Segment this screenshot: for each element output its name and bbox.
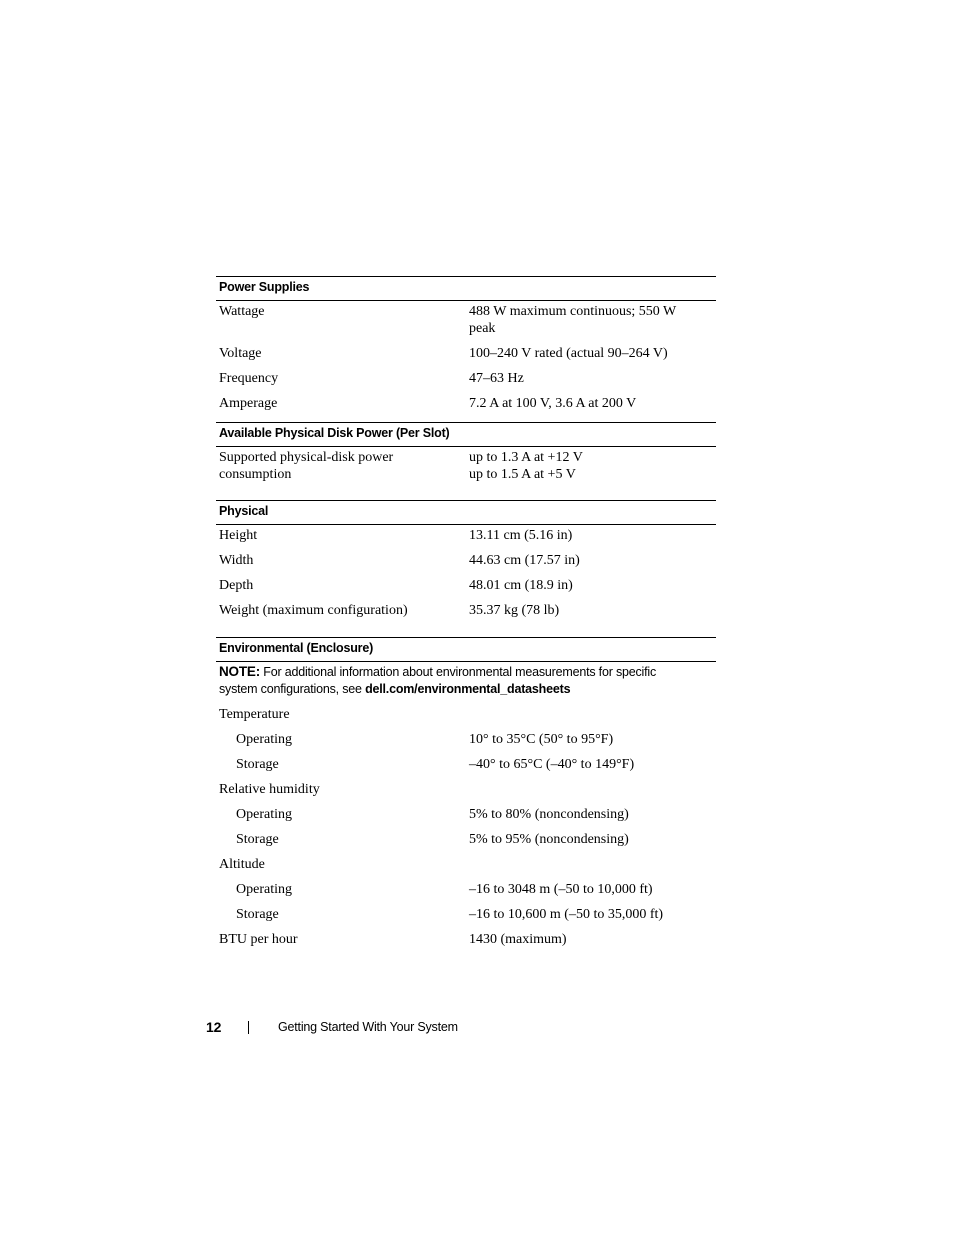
spec-value: 13.11 cm (5.16 in): [469, 528, 573, 543]
section-heading: Available Physical Disk Power (Per Slot): [216, 423, 716, 447]
spec-label: Depth: [219, 578, 254, 593]
spec-value: –16 to 3048 m (–50 to 10,000 ft): [469, 882, 653, 897]
spec-label: Storage: [236, 832, 279, 847]
spec-group-altitude: [216, 856, 716, 873]
note-text: For additional information about environmental measurements for specific system configurations, see: [219, 665, 657, 696]
spec-value: 48.01 cm (18.9 in): [469, 578, 573, 593]
spec-label: Storage: [236, 757, 279, 772]
spec-value: –16 to 10,600 m (–50 to 35,000 ft): [469, 907, 664, 922]
section-power-supplies: [216, 276, 716, 422]
section-environmental: [216, 637, 716, 958]
footer-title: Getting Started With Your System: [278, 1020, 458, 1034]
section-heading: Power Supplies: [216, 277, 716, 301]
spec-row-disk-power: [216, 449, 716, 483]
spec-value: 7.2 A at 100 V, 3.6 A at 200 V: [469, 396, 637, 411]
spec-label: Operating: [236, 807, 292, 822]
spec-label: Weight (maximum configuration): [219, 603, 408, 618]
spec-row-btu: [216, 931, 716, 948]
spec-label: Operating: [236, 882, 292, 897]
spec-row-humidity-operating: [216, 806, 716, 823]
spec-value: [466, 449, 716, 483]
spec-row-amperage: [216, 395, 716, 412]
footer-separator: [248, 1021, 249, 1034]
spec-row-altitude-storage: [216, 906, 716, 923]
spec-row-humidity-storage: [216, 831, 716, 848]
spec-value-line: up to 1.3 A at +12 V: [469, 450, 583, 465]
spec-value: 5% to 80% (noncondensing): [469, 807, 629, 822]
spec-value: –40° to 65°C (–40° to 149°F): [469, 757, 635, 772]
spec-group-temperature: [216, 706, 716, 723]
spec-row-weight: [216, 602, 716, 619]
spec-label: Amperage: [219, 396, 278, 411]
spec-value: 35.37 kg (78 lb): [469, 603, 560, 618]
spec-value: 47–63 Hz: [469, 371, 524, 386]
spec-value: 488 W maximum continuous; 550 W peak: [469, 304, 677, 336]
section-physical: [216, 500, 716, 637]
spec-row-height: [216, 527, 716, 544]
spec-row-altitude-operating: [216, 881, 716, 898]
spec-group-label: Relative humidity: [219, 782, 320, 797]
spec-value: 100–240 V rated (actual 90–264 V): [469, 346, 668, 361]
spec-row-temperature-storage: [216, 756, 716, 773]
spec-value: 10° to 35°C (50° to 95°F): [469, 732, 614, 747]
spec-label: Voltage: [219, 346, 262, 361]
spec-row-frequency: [216, 370, 716, 387]
section-heading: Physical: [216, 501, 716, 525]
note-label: NOTE:: [219, 664, 260, 679]
spec-row-wattage: [216, 303, 716, 337]
spec-group-label: Altitude: [219, 857, 265, 872]
spec-group-humidity: [216, 781, 716, 798]
spec-value: 1430 (maximum): [469, 932, 567, 947]
page-number: 12: [206, 1019, 222, 1035]
spec-label: BTU per hour: [219, 932, 298, 947]
spec-label: Width: [219, 553, 254, 568]
spec-value-line: up to 1.5 A at +5 V: [469, 467, 576, 482]
spec-label: Supported physical-disk power consumption: [219, 450, 394, 482]
spec-row-voltage: [216, 345, 716, 362]
spec-value: 5% to 95% (noncondensing): [469, 832, 629, 847]
note: [216, 663, 716, 698]
spec-group-label: Temperature: [219, 707, 290, 722]
spec-label: Operating: [236, 732, 292, 747]
spec-row-width: [216, 552, 716, 569]
spec-label: Wattage: [219, 304, 265, 319]
spec-table: [216, 276, 716, 958]
section-disk-power: [216, 422, 716, 500]
spec-label: Storage: [236, 907, 279, 922]
section-heading: Environmental (Enclosure): [216, 638, 716, 662]
spec-value: 44.63 cm (17.57 in): [469, 553, 580, 568]
spec-row-depth: [216, 577, 716, 594]
datasheets-link[interactable]: dell.com/environmental_datasheets: [365, 682, 571, 696]
spec-label: Height: [219, 528, 258, 543]
spec-label: Frequency: [219, 371, 279, 386]
spec-row-temperature-operating: [216, 731, 716, 748]
